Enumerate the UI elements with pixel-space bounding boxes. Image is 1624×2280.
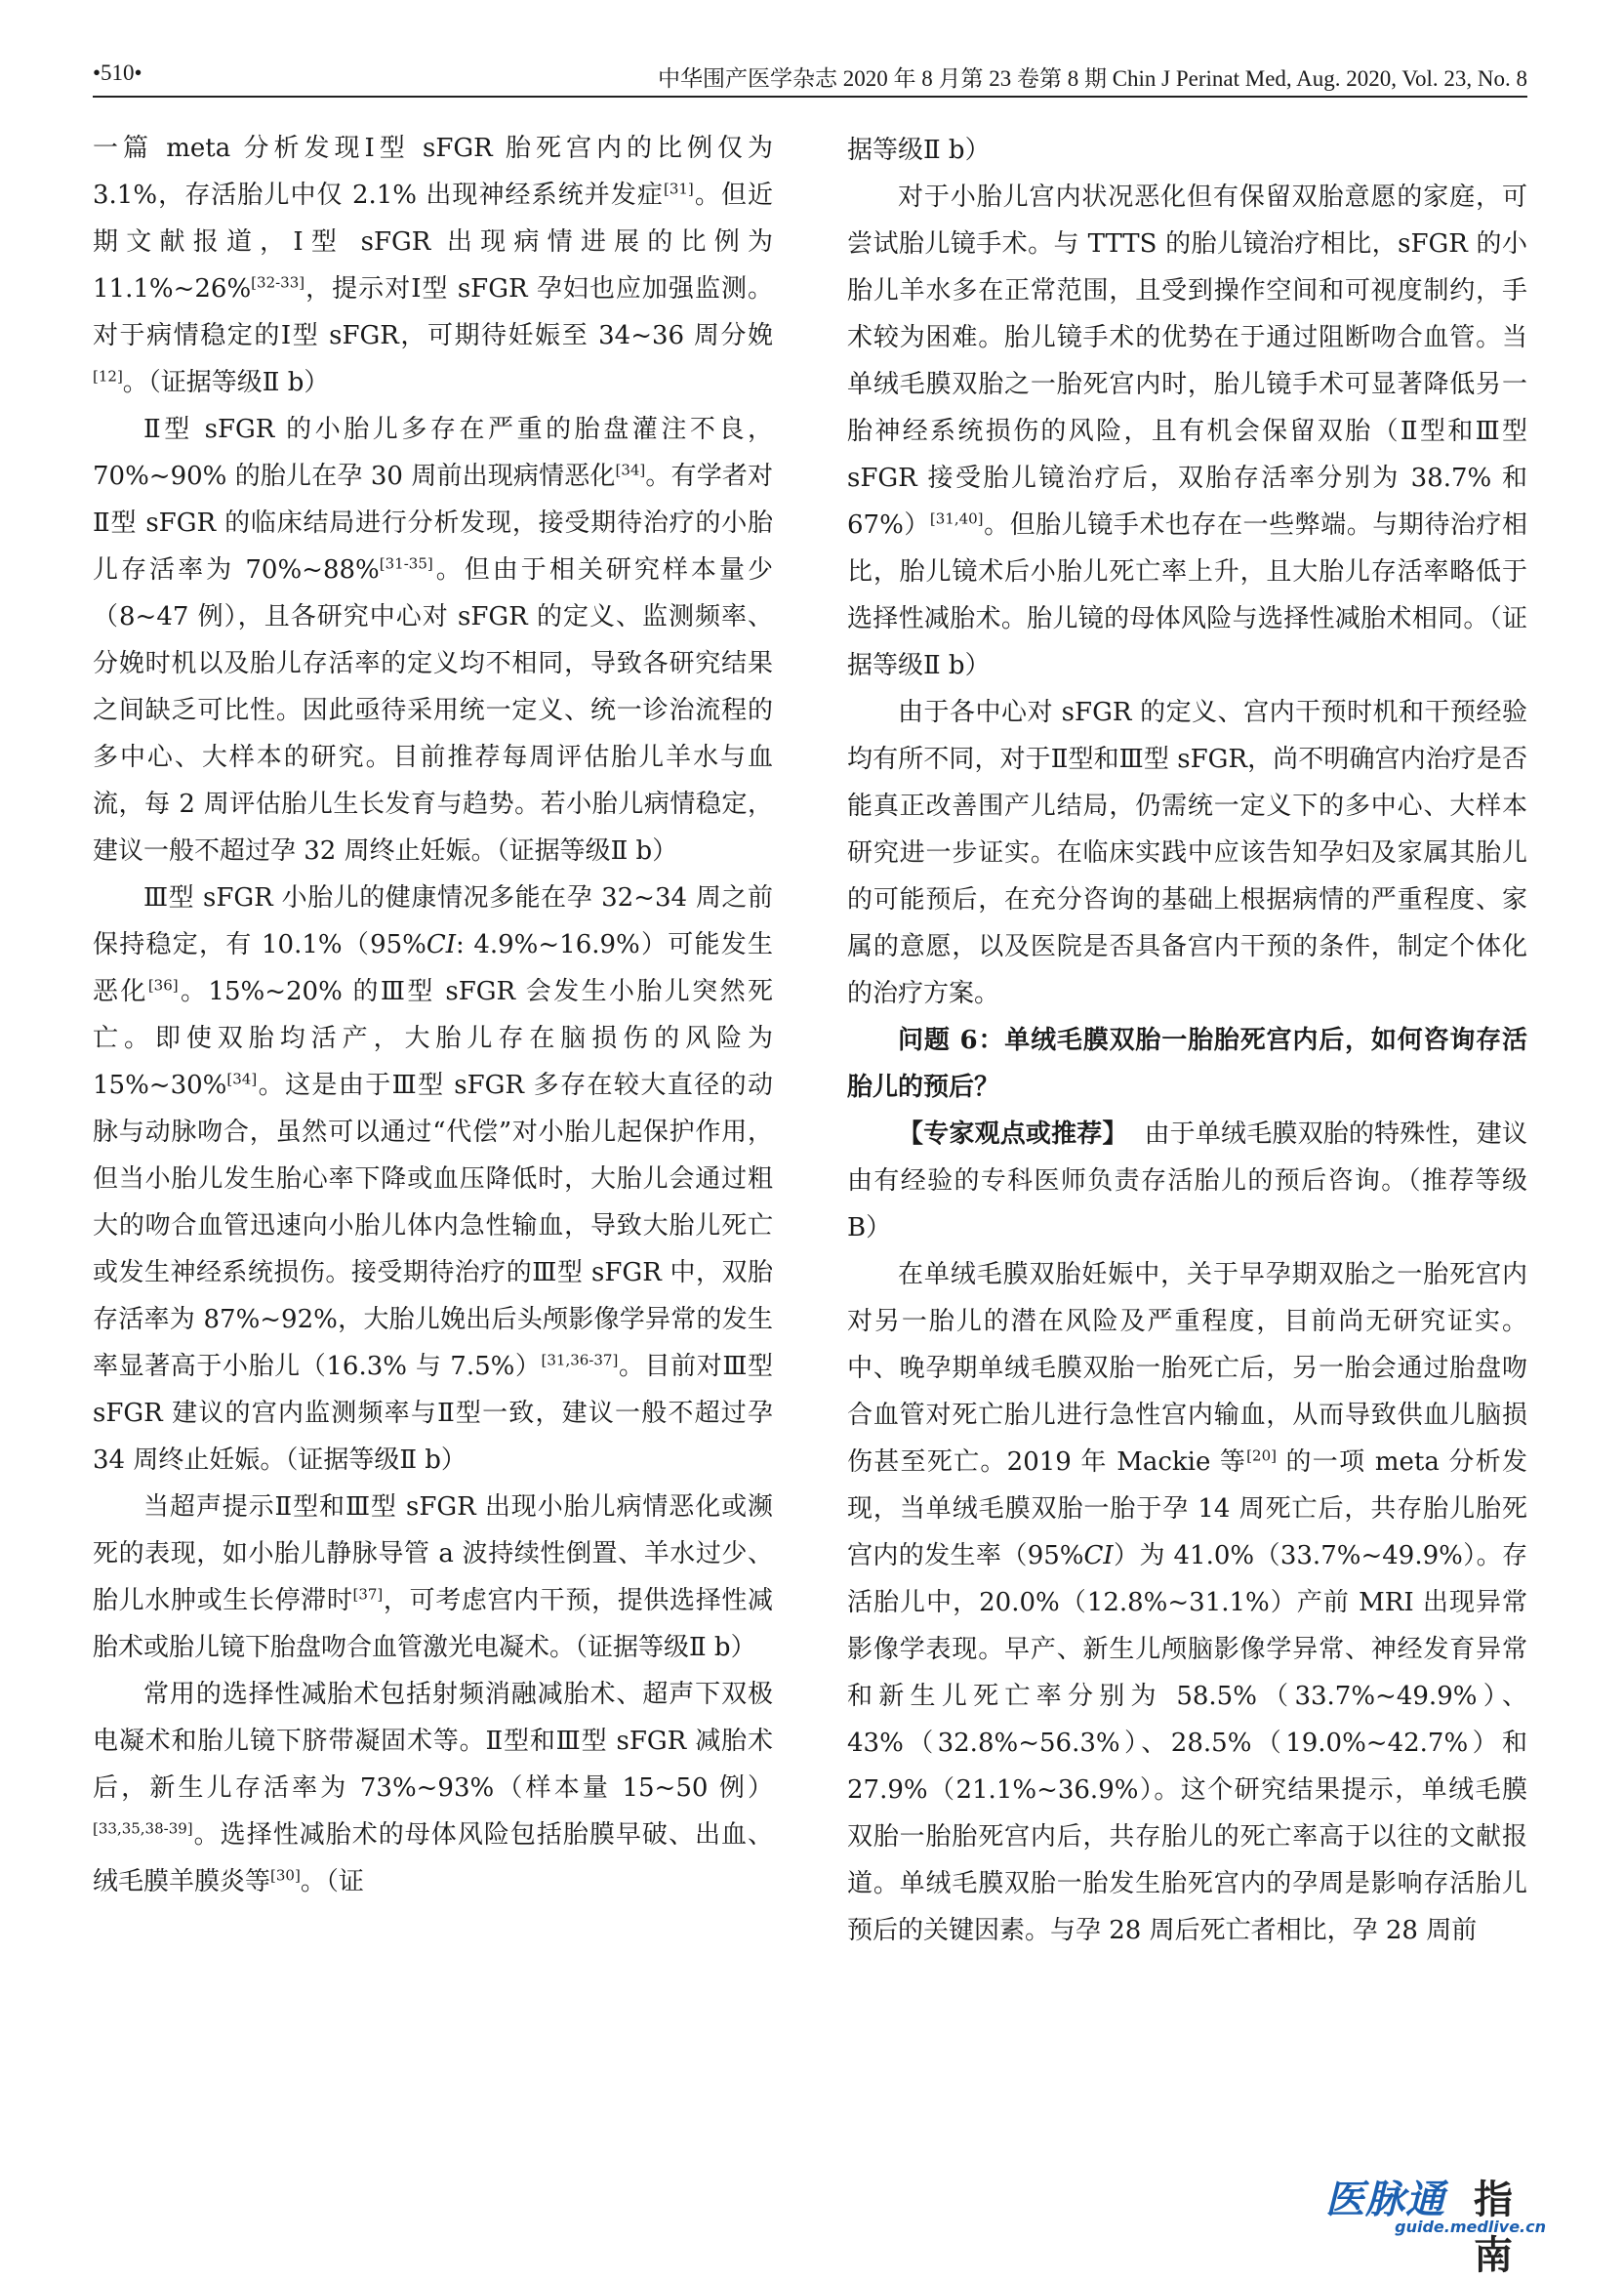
paragraph: 常用的选择性减胎术包括射频消融减胎术、超声下双极电凝术和胎儿镜下脐带凝固术等。Ⅱ型和Ⅲ型 sFGR 减胎术后，新生儿存活率为 73%~93%（样本量 15~50 例）[33,35,38-39]。选择性减胎术的母体风险包括胎膜早破、出血、绒毛膜羊膜炎等[30]。（证 — [93, 1680, 773, 1896]
paragraph: 对于小胎儿宫内状况恶化但有保留双胎意愿的家庭，可尝试胎儿镜手术。与 TTTS 的胎儿镜治疗相比，sFGR 的小胎儿羊水多在正常范围，且受到操作空间和可视度制约，手术较为困难。胎儿镜手术的优势在于通过阻断吻合血管。当单绒毛膜双胎之一胎死宫内时，胎儿镜手术可显著降低另一胎神经系统损伤的风险，且有机会保留双胎（Ⅱ型和Ⅲ型 sFGR 接受胎儿镜治疗后，双胎存活率分别为 38.7% 和 67%）[31,40]。但胎儿镜手术也存在一些弊端。与期待治疗相比，胎儿镜术后小胎儿死亡率上升，且大胎儿存活率略低于选择性减胎术。胎儿镜的母体风险与选择性减胎术相同。（证据等级Ⅱ b） — [847, 183, 1527, 680]
right-column — [847, 127, 1527, 1954]
citation[interactable]: [34] — [226, 1070, 258, 1088]
left-column — [93, 125, 773, 1905]
citation[interactable]: [31-35] — [379, 554, 433, 573]
citation[interactable]: [32-33] — [251, 273, 305, 292]
logo-brand: 医脉通 — [1325, 2178, 1445, 2222]
logo-url: guide.medlive.cn — [1395, 2218, 1546, 2236]
journal-running-title: 中华围产医学杂志 2020 年 8 月第 23 卷第 8 期 Chin J Perinat Med, Aug. 2020, Vol. 23, No. 8 — [657, 66, 1527, 91]
paragraph: 由于各中心对 sFGR 的定义、宫内干预时机和干预经验均有所不同，对于Ⅱ型和Ⅲ型 sFGR，尚不明确宫内治疗是否能真正改善围产儿结局，仍需统一定义下的多中心、大样本研究进一步证实。在临床实践中应该告知孕妇及家属其胎儿的可能预后，在充分咨询的基础上根据病情的严重程度、家属的意愿，以及医院是否具备宫内干预的条件，制定个体化的治疗方案。 — [847, 698, 1527, 1008]
citation[interactable]: [30] — [270, 1866, 301, 1885]
paragraph: 当超声提示Ⅱ型和Ⅲ型 sFGR 出现小胎儿病情恶化或濒死的表现，如小胎儿静脉导管 a 波持续性倒置、羊水过少、胎儿水肿或生长停滞时[37]，可考虑宫内干预，提供选择性减胎术或胎儿镜下胎盘吻合血管激光电凝术。（证据等级Ⅱ b） — [93, 1492, 773, 1662]
medlive-logo — [1325, 2163, 1550, 2278]
citation[interactable]: [34] — [615, 461, 646, 479]
citation[interactable]: [33,35,38-39] — [93, 1819, 193, 1838]
page-header — [93, 57, 1527, 98]
page-number: •510• — [93, 61, 142, 85]
paragraph: Ⅱ型 sFGR 的小胎儿多存在严重的胎盘灌注不良，70%~90% 的胎儿在孕 30 周前出现病情恶化[34]。有学者对Ⅱ型 sFGR 的临床结局进行分析发现，接受期待治疗的小胎儿存活率为 70%~88%[31-35]。但由于相关研究样本量少（8~47 例），且各研究中心对 sFGR 的定义、监测频率、分娩时机以及胎儿存活率的定义均不相同，导致各研究结果之间缺乏可比性。因此亟待采用统一定义、统一诊治流程的多中心、大样本的研究。目前推荐每周评估胎儿羊水与血流，每 2 周评估胎儿生长发育与趋势。若小胎儿病情稳定，建议一般不超过孕 32 周终止妊娠。（证据等级Ⅱ b） — [93, 415, 773, 866]
citation[interactable]: [12] — [93, 367, 123, 386]
expert-tag: 【专家观点或推荐】 — [898, 1120, 1128, 1149]
paragraph: Ⅲ型 sFGR 小胎儿的健康情况多能在孕 32~34 周之前保持稳定，有 10.1%（95%CI: 4.9%~16.9%）可能发生恶化[36]。15%~20% 的Ⅲ型 sFGR 会发生小胎儿突然死亡。即使双胎均活产，大胎儿存在脑损伤的风险为 15%~30%[34]。这是由于Ⅲ型 sFGR 多存在较大直径的动脉与动脉吻合，虽然可以通过“代偿”对小胎儿起保护作用，但当小胎儿发生胎心率下降或血压降低时，大胎儿会通过粗大的吻合血管迅速向小胎儿体内急性输血，导致大胎儿死亡或发生神经系统损伤。接受期待治疗的Ⅲ型 sFGR 中，双胎存活率为 87%~92%，大胎儿娩出后头颅影像学异常的发生率显著高于小胎儿（16.3% 与 7.5%）[31,36-37]。目前对Ⅲ型 sFGR 建议的宫内监测频率与Ⅱ型一致，建议一般不超过孕 34 周终止妊娠。（证据等级Ⅱ b） — [93, 883, 773, 1475]
citation[interactable]: [31,40] — [929, 509, 984, 528]
paragraph: 在单绒毛膜双胎妊娠中，关于早孕期双胎之一胎死宫内对另一胎儿的潜在风险及严重程度，目前尚无研究证实。中、晚孕期单绒毛膜双胎一胎死亡后，另一胎会通过胎盘吻合血管对死亡胎儿进行急性宫内输血，从而导致供血儿脑损伤甚至死亡。2019 年 Mackie 等[20] 的一项 meta 分析发现，当单绒毛膜双胎一胎于孕 14 周死亡后，共存胎儿胎死宫内的发生率（95%CI）为 41.0%（33.7%~49.9%）。存活胎儿中，20.0%（12.8%~31.1%）产前 MRI 出现异常影像学表现。早产、新生儿颅脑影像学异常、神经发育异常和新生儿死亡率分别为 58.5%（33.7%~49.9%）、43%（32.8%~56.3%）、28.5%（19.0%~42.7%）和 27.9%（21.1%~36.9%）。这个研究结果提示，单绒毛膜双胎一胎胎死宫内后，共存胎儿的死亡率高于以往的文献报道。单绒毛膜双胎一胎发生胎死宫内的孕周是影响存活胎儿预后的关键因素。与孕 28 周后死亡者相比，孕 28 周前 — [847, 1260, 1527, 1945]
citation[interactable]: [31,36-37] — [541, 1351, 619, 1369]
logo-guide: 指南 — [1474, 2178, 1513, 2278]
expert-recommendation: 【专家观点或推荐】 由于单绒毛膜双胎的特殊性，建议由有经验的专科医师负责存活胎儿的预后咨询。（推荐等级 B） — [847, 1120, 1527, 1242]
citation[interactable]: [31] — [663, 180, 694, 198]
citation[interactable]: [37] — [352, 1585, 384, 1604]
citation[interactable]: [36] — [147, 976, 179, 995]
paragraph: 一篇 meta 分析发现Ⅰ型 sFGR 胎死宫内的比例仅为 3.1%，存活胎儿中仅 2.1% 出现神经系统并发症[31]。但近期文献报道，Ⅰ型 sFGR 出现病情进展的比例为 11.1%~26%[32-33]，提示对Ⅰ型 sFGR 孕妇也应加强监测。对于病情稳定的Ⅰ型 sFGR，可期待妊娠至 34~36 周分娩[12]。（证据等级Ⅱ b） — [93, 134, 773, 397]
citation[interactable]: [20] — [1246, 1446, 1277, 1465]
paragraph: 据等级Ⅱ b） — [847, 136, 991, 165]
question-heading: 问题 6：单绒毛膜双胎一胎胎死宫内后，如何咨询存活胎儿的预后？ — [847, 1026, 1527, 1102]
